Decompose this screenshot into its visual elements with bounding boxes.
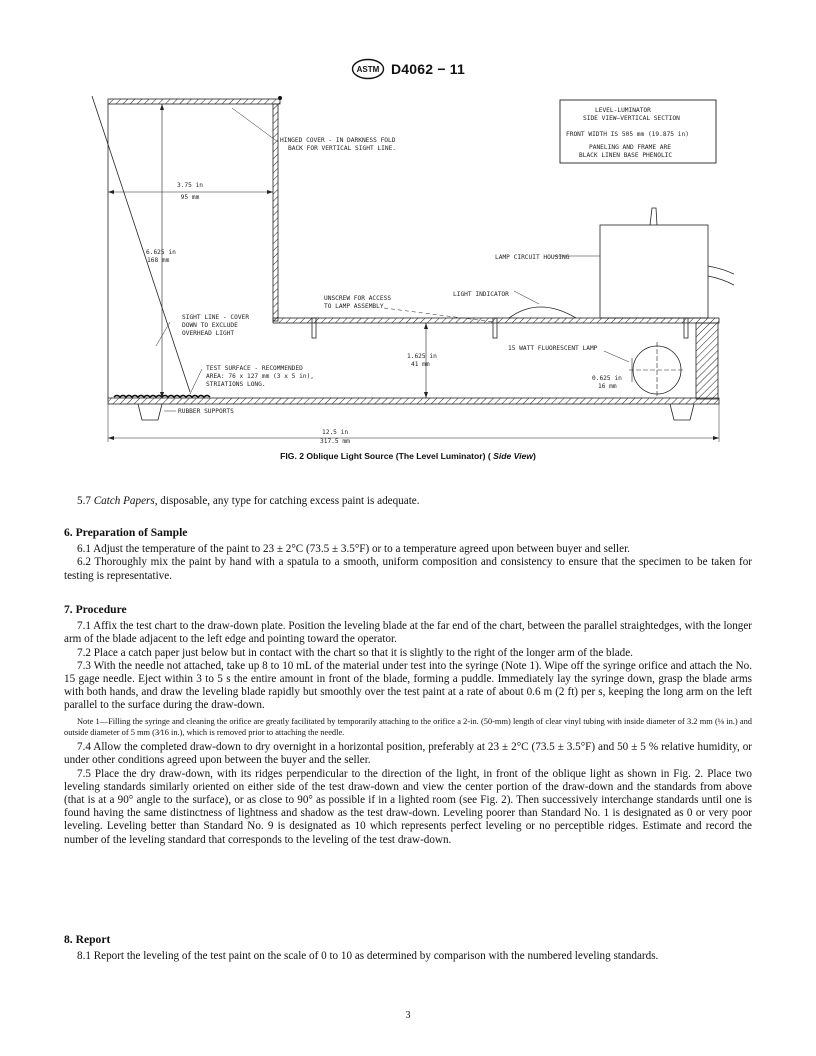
label-test-surface-1: TEST SURFACE - RECOMMENDED xyxy=(206,365,303,372)
section-8 xyxy=(64,933,752,963)
info-box-title-2: SIDE VIEW—VERTICAL SECTION xyxy=(583,115,680,122)
label-sight-line-2: DOWN TO EXCLUDE xyxy=(182,322,238,329)
section-5-7: 5.7 Catch Papers, disposable, any type for catching excess paint is adequate. xyxy=(77,495,420,507)
info-box-paneling-2: BLACK LINEN BASE PHENOLIC xyxy=(579,152,673,159)
svg-text:ASTM: ASTM xyxy=(356,65,380,74)
base-top-plate xyxy=(273,318,719,323)
section-7 xyxy=(64,603,752,847)
label-sight-line-3: OVERHEAD LIGHT xyxy=(182,330,235,337)
dim-height-mm: 168 mm xyxy=(147,257,170,264)
light-indicator xyxy=(509,307,576,318)
label-hinged-cover-1: HINGED COVER - IN DARKNESS FOLD xyxy=(280,137,396,144)
heading-report: 8. Report xyxy=(64,933,111,946)
base-bottom-plate xyxy=(108,398,719,404)
label-sight-line-1: SIGHT LINE - COVER xyxy=(182,314,250,321)
dim-width-mm: 95 mm xyxy=(180,194,200,201)
dim-height-in: 6.625 in xyxy=(146,249,176,256)
level-luminator-diagram xyxy=(84,86,734,446)
dim-width-in: 3.75 in xyxy=(176,182,204,189)
info-box-paneling-1: PANELING AND FRAME ARE xyxy=(589,144,671,151)
label-lamp-housing: LAMP CIRCUIT HOUSING xyxy=(495,254,570,261)
label-rubber-supports: RUBBER SUPPORTS xyxy=(178,408,234,415)
note-1: Note 1—Filling the syringe and cleaning the orifice are greatly facilitated by temporarily attaching to the orifice a 2-in. (50-mm) length of clear vinyl tubing with inside diameter of 3.2 mm (⅛ in.) and outside diameter of 5 mm (3⁄16 in.), which is removed prior to attaching the needle. xyxy=(64,716,752,737)
dim-base-mm: 41 mm xyxy=(411,361,430,368)
label-test-surface-2: AREA: 76 x 127 mm (3 x 5 in), xyxy=(206,373,315,380)
dim-lamp-mm: 16 mm xyxy=(598,383,617,390)
lamp-circuit-housing xyxy=(600,225,708,318)
base-right-end xyxy=(696,323,718,399)
dim-total-mm: 317.5 mm xyxy=(320,438,350,445)
para-7-1: 7.1 Affix the test chart to the draw-down plate. Position the leveling blade at the far end of the chart, between the parallel straightedges, with the longer arm of the blade adjacent to the left edge and pointing toward the operator. xyxy=(64,620,752,646)
para-6-1: 6.1 Adjust the temperature of the paint to 23 ± 2°C (73.5 ± 3.5°F) or to a temperature agreed upon between buyer and seller. xyxy=(77,543,630,556)
rubber-support-left xyxy=(138,404,162,420)
para-7-3: 7.3 With the needle not attached, take up 8 to 10 mL of the material under test into the syringe (Note 1). Wipe off the syringe orifice and attach the No. 15 gage needle. Eject within 3 to 5 s the entire amount in front of the blade, forming a puddle. Immediately lay the syringe down, grasp the blade arms with both hands, and draw the leveling blade rapidly but smoothly over the test paint at a rate of about 0.6 m (2 ft) per s, keeping the long arm on the left parallel to the surface during the draw-down. xyxy=(64,659,752,712)
sight-line xyxy=(92,96,190,392)
dim-lamp-in: 0.625 in xyxy=(592,375,622,382)
section-6 xyxy=(64,526,752,583)
label-unscrew-2: TO LAMP ASSEMBLY xyxy=(324,303,384,310)
label-light-indicator: LIGHT INDICATOR xyxy=(453,291,509,298)
label-fluorescent: 15 WATT FLUORESCENT LAMP xyxy=(508,345,598,352)
page-number: 3 xyxy=(405,1010,411,1021)
heading-procedure: 7. Procedure xyxy=(64,603,127,616)
figure-caption: FIG. 2 Oblique Light Source (The Level Luminator) ( Side View) xyxy=(280,451,536,461)
page-header xyxy=(0,58,816,80)
info-box-front-width: FRONT WIDTH IS 505 mm (19.875 in) xyxy=(566,131,689,138)
label-test-surface-3: STRIATIONS LONG. xyxy=(206,381,266,388)
dim-base-in: 1.625 in xyxy=(407,353,437,360)
info-box-title-1: LEVEL-LUMINATOR xyxy=(595,107,651,114)
dim-total-in: 12.5 in xyxy=(322,429,349,436)
label-unscrew-1: UNSCREW FOR ACCESS xyxy=(324,295,392,302)
para-7-4: 7.4 Allow the completed draw-down to dry overnight in a horizontal position, preferably at 23 ± 2°C (73.5 ± 3.5°F) and 50 ± 5 % relative humidity, or under other conditions agreed upon between the buyer and the seller. xyxy=(64,741,752,767)
term-catch-papers: Catch Papers xyxy=(93,495,155,507)
standard-designation: D4062 − 11 xyxy=(390,61,465,77)
vertical-wall xyxy=(273,104,278,321)
label-hinged-cover-2: BACK FOR VERTICAL SIGHT LINE. xyxy=(288,145,397,152)
figure-level-luminator xyxy=(84,86,734,446)
para-8-1: 8.1 Report the leveling of the test paint on the scale of 0 to 10 as determined by comparison with the numbered leveling standards. xyxy=(77,950,659,963)
hinged-cover xyxy=(108,99,280,104)
rubber-support-right xyxy=(670,404,694,420)
para-7-5: 7.5 Place the dry draw-down, with its ridges perpendicular to the direction of the light, in front of the oblique light as shown in Fig. 2. Place two leveling standards similarly oriented on either side of the test draw-down and view the center portion of the draw-down and the standards from above (that is at a 90° angle to the surface), or as close to 90° as possible if in a lighted room (see Fig. 2). Then successively interchange standards until one is found having the same distinctness of lightness and shadow as the test draw-down. Leveling poorer than Standard No. 1 is designated as 0 or very poor leveling. Leveling better than Standard No. 9 is designated as 10 which represents perfect leveling or no perceptible ridges. Estimate and record the number of the leveling standard that corresponds to the leveling of the test draw-down. xyxy=(64,767,752,846)
astm-logo-icon xyxy=(351,58,385,80)
heading-preparation: 6. Preparation of Sample xyxy=(64,526,188,539)
para-7-2: 7.2 Place a catch paper just below but in contact with the chart so that it is slightly to the right of the longer arm of the blade. xyxy=(77,646,633,659)
para-6-2: 6.2 Thoroughly mix the paint by hand with a spatula to a smooth, uniform composition and consistency to ensure that the specimen to be taken for testing is representative. xyxy=(64,556,752,582)
